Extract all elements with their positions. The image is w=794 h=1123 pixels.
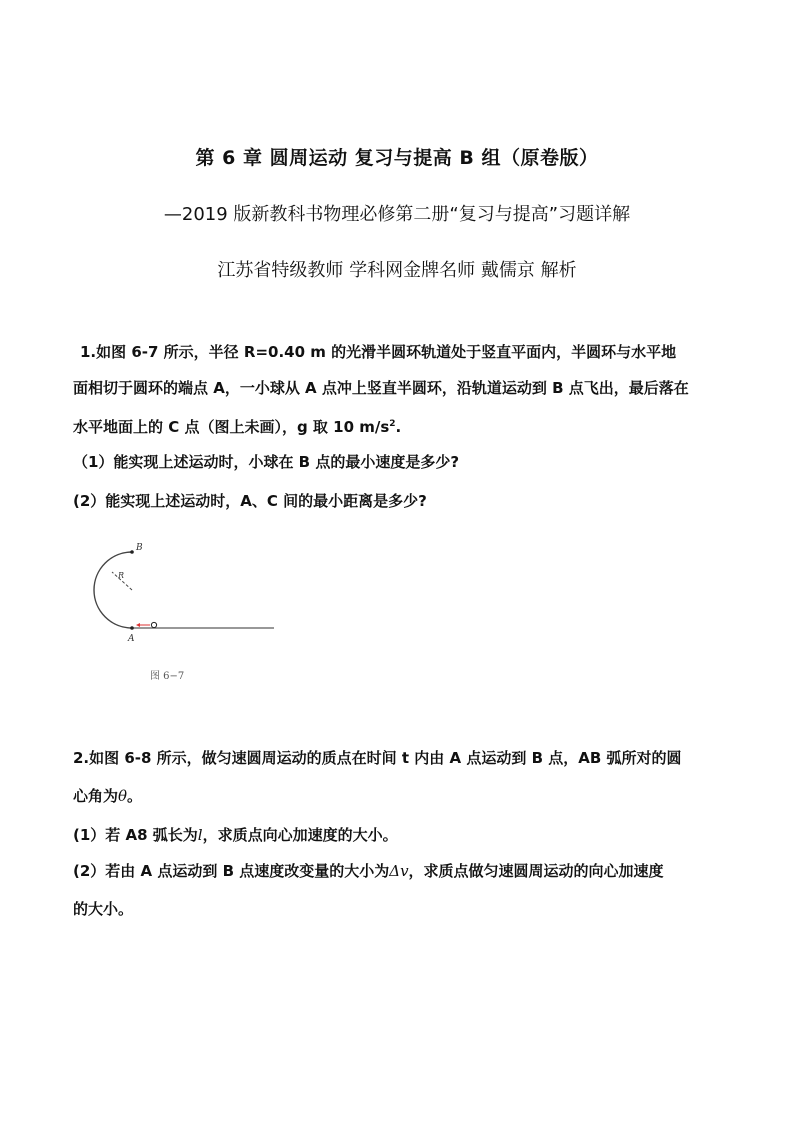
problem1-question1: （1）能实现上述运动时，小球在 B 点的最小速度是多少?: [73, 453, 460, 471]
problem2-question1: (1）若 A8 弧长为l，求质点向心加速度的大小。: [73, 826, 398, 844]
problem2-line1: 2.如图 6-8 所示，做匀速圆周运动的质点在时间 t 内由 A 点运动到 B 点，AB 弧所对的圆: [73, 749, 682, 767]
velocity-arrowhead: [136, 623, 140, 627]
document-author: 江苏省特级教师 学科网金牌名师 戴儒京 解析: [217, 260, 577, 281]
label-b: B: [136, 543, 143, 553]
document-title: 第 6 章 圆周运动 复习与提高 B 组（原卷版）: [195, 147, 599, 169]
problem1-question2: (2）能实现上述运动时，A、C 间的最小距离是多少?: [73, 492, 427, 510]
point-b: [130, 550, 134, 554]
problem1-line2: 面相切于圆环的端点 A，一小球从 A 点冲上竖直半圆环，沿轨道运动到 B 点飞出，最后落在: [73, 379, 689, 397]
problem2-question2: (2）若由 A 点运动到 B 点速度改变量的大小为Δv，求质点做匀速圆周运动的向心加速度: [73, 862, 664, 880]
semicircle-track-figure: [88, 536, 288, 686]
label-r: R: [118, 571, 125, 580]
point-a: [130, 626, 134, 630]
ball: [151, 622, 156, 627]
problem2-question2-cont: 的大小。: [73, 900, 134, 918]
problem1-line1: 1.如图 6-7 所示，半径 R=0.40 m 的光滑半圆环轨道处于竖直平面内，半圆环与水平地: [80, 343, 677, 361]
label-a: A: [128, 634, 135, 644]
problem1-line3: 水平地面上的 C 点（图上未画），g 取 10 $m/s^2$.: [73, 418, 402, 436]
problem2-line2: 心角为θ。: [73, 787, 143, 805]
semicircle-track: [94, 552, 132, 628]
figure-caption: 图 6−7: [150, 671, 185, 682]
document-subtitle: —2019 版新教科书物理必修第二册“复习与提高”习题详解: [163, 204, 631, 225]
